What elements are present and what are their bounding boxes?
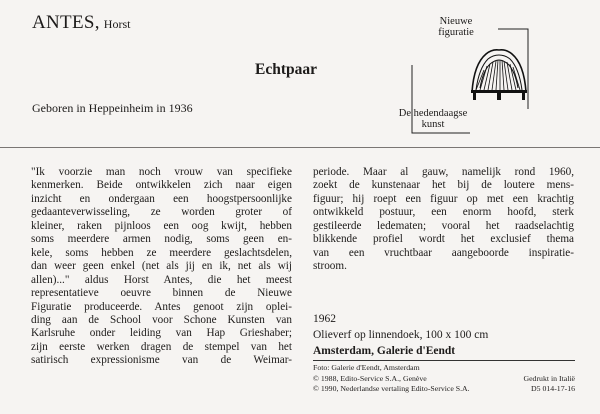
artwork-location: Amsterdam, Galerie d'Eendt [313, 345, 456, 357]
card-code: D5 014-17-16 [531, 384, 575, 394]
artist-name [32, 12, 130, 34]
text-line: Figuratie produceerde. Antes genoot zijn oplei- [31, 300, 292, 313]
photo-credit: Foto: Galerie d'Eendt, Amsterdam [313, 363, 420, 372]
text-line: ontwikkeld postuur, een enorm hoofd, sterk [313, 206, 574, 219]
description-column-2 [313, 166, 574, 274]
artist-last-name: ANTES, [32, 12, 100, 33]
text-line: allen)..." aldus Horst Antes, die het meest [31, 273, 292, 286]
text-line: satirisch expressionisme van de Weimar- [31, 354, 292, 367]
text-line: kleiner, raken pijnloos een oog kwijt, hebben [31, 219, 292, 232]
text-line: periode. Maar al gauw, namelijk rond 1960, [313, 166, 574, 178]
category-label-bottom [378, 108, 488, 130]
text-line: inzicht en ondergaan een hoogstpersoonlijke [31, 192, 292, 205]
text-line: blikkende profiel wordt het exclusief thema [313, 233, 574, 246]
text-line: zijn eerste werken dragen de stempel van het [31, 340, 292, 353]
text-line: figuur; hij roept een figuur op met een krachtig [313, 192, 574, 205]
category-top-line2: figuratie [438, 27, 474, 38]
text-line: dan weer geen enkel (net als jij en ik, net als wij [31, 260, 292, 273]
credits-divider [313, 360, 575, 361]
text-line: Karlsruhe onder leiding van Hap Grieshaber; [31, 327, 292, 340]
artwork-year: 1962 [313, 313, 336, 325]
arch-structure-icon [470, 40, 528, 102]
text-line: stroom. [313, 260, 347, 273]
text-line: gestileerde ledematen; vooral het raadselachtig [313, 219, 574, 232]
description-column-1 [31, 166, 292, 368]
category-bottom-line1: De hedendaagse [398, 108, 468, 119]
text-line: ding aan de School voor Schone Kunsten van [31, 313, 292, 326]
artist-first-name: Horst [103, 17, 131, 31]
text-line: soms meerdere armen nodig, soms geen en- [31, 233, 292, 246]
credits-block [313, 363, 575, 395]
text-line: kele, soms hebben ze meerdere geslachtsdelen, [31, 246, 292, 259]
text-line: "Ik voorzie man noch vrouw van specifieke [31, 166, 292, 178]
text-line: kenmerken. Beide ontwikkelen zich naar eigen [31, 179, 292, 192]
artwork-medium: Olieverf op linnendoek, 100 x 100 cm [313, 329, 489, 341]
text-line: gedaanteverwisseling, ze worden groter of [31, 206, 292, 219]
text-line: van een vruchtbaar aangeboorde inspiratie- [313, 246, 574, 259]
artwork-title: Echtpaar [255, 61, 317, 78]
text-line: zoekt de kunstenaar het bij de loutere mens- [313, 179, 574, 192]
copyright-line: © 1988, Edito-Service S.A., Genève [313, 373, 427, 383]
artist-birth: Geboren in Heppeinheim in 1936 [32, 101, 193, 115]
translation-copyright: © 1990, Nederlandse vertaling Edito-Service S.A. [313, 384, 470, 394]
category-bottom-line2: kunst [421, 119, 445, 130]
printed-in: Gedrukt in Italië [523, 373, 575, 383]
text-line: representatieve oeuvre binnen de Nieuwe [31, 287, 292, 300]
category-top-line1: Nieuwe [439, 16, 473, 27]
category-label-top [421, 16, 491, 38]
header-divider [0, 147, 600, 148]
